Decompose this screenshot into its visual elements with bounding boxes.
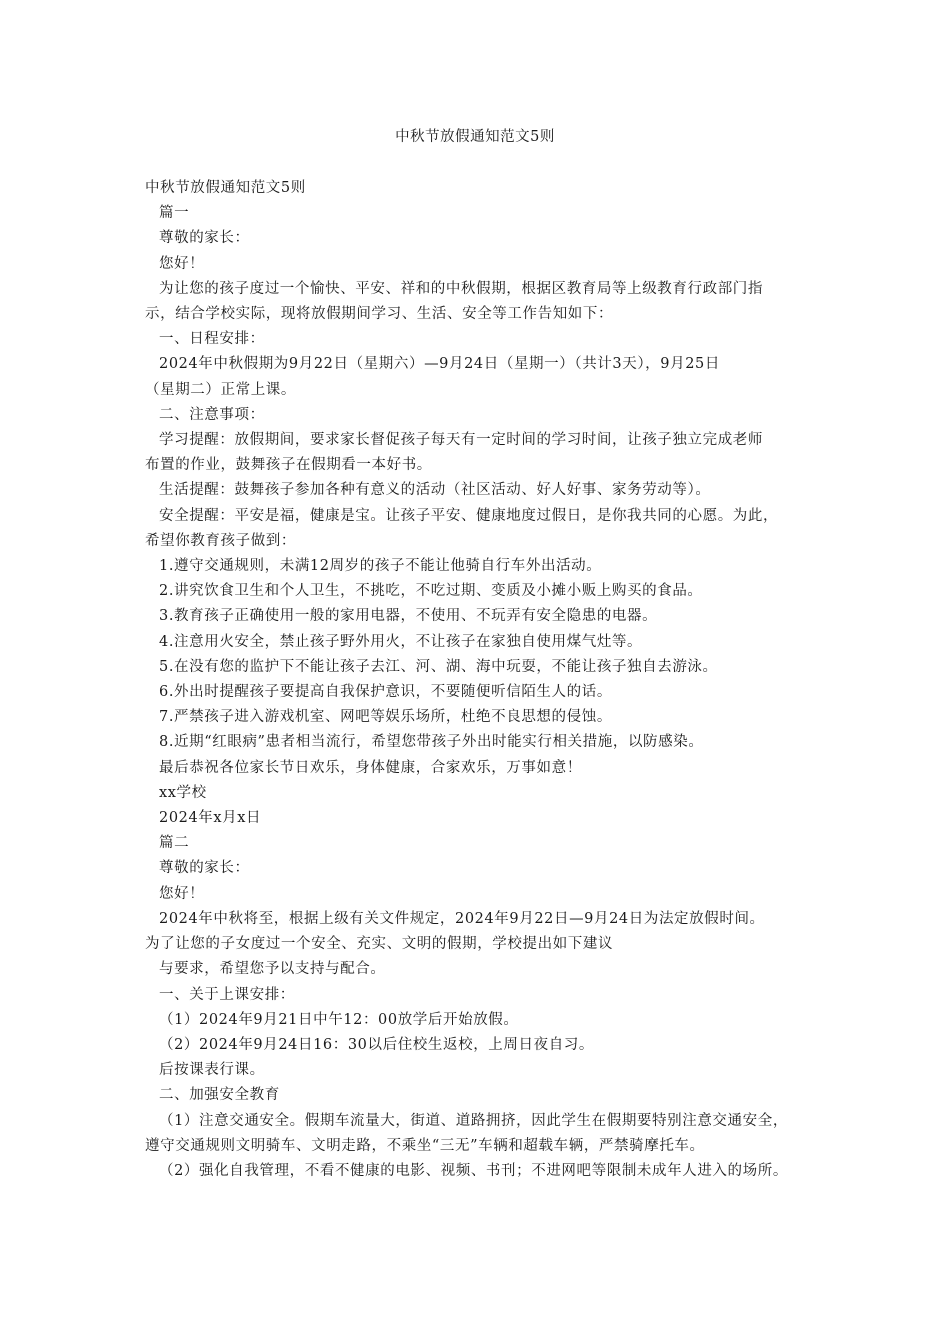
document-line: 8.近期“红眼病”患者相当流行，希望您带孩子外出时能实行相关措施，以防感染。 <box>159 734 704 751</box>
document-line: 后按课表行课。 <box>159 1062 265 1079</box>
document-line: 与要求，希望您予以支持与配合。 <box>159 961 386 978</box>
document-line: 2024年中秋假期为9月22日（星期六）—9月24日（星期一）（共计3天），9月25日 <box>159 356 720 373</box>
document-line: 1.遵守交通规则，未满12周岁的孩子不能让他骑自行车外出活动。 <box>159 558 602 575</box>
document-line: 3.教育孩子正确使用一般的家用电器，不使用、不玩弄有安全隐患的电器。 <box>159 608 658 625</box>
document-line: 一、关于上课安排： <box>159 986 295 1003</box>
document-line: 6.外出时提醒孩子要提高自我保护意识，不要随便听信陌生人的话。 <box>159 684 612 701</box>
document-line: 尊敬的家长： <box>159 230 250 247</box>
document-line: xx学校 <box>159 784 207 801</box>
document-line: 2024年中秋将至，根据上级有关文件规定，2024年9月22日—9月24日为法定放假时间。 <box>159 910 765 927</box>
document-line: （1）2024年9月21日中午12：00放学后开始放假。 <box>159 1011 519 1028</box>
document-line: 5.在没有您的监护下不能让孩子去江、河、湖、海中玩耍，不能让孩子独自去游泳。 <box>159 658 718 675</box>
document-line: 生活提醒：鼓舞孩子参加各种有意义的活动（社区活动、好人好事、家务劳动等）。 <box>159 482 711 499</box>
document-line: 您好！ <box>159 255 205 272</box>
document-line: 二、加强安全教育 <box>159 1087 280 1104</box>
document-line: （星期二）正常上课。 <box>145 381 296 398</box>
document-line: 尊敬的家长： <box>159 860 250 877</box>
document-title: 中秋节放假通知范文5则 <box>395 129 555 145</box>
document-line: 2.讲究饮食卫生和个人卫生，不挑吃，不吃过期、变质及小摊小贩上购买的食品。 <box>159 583 703 600</box>
document-line: （2）强化自我管理，不看不健康的电影、视频、书刊；不进网吧等限制未成年人进入的场所。 <box>159 1162 788 1179</box>
document-line: 遵守交通规则文明骑车、文明走路，不乘坐“三无”车辆和超载车辆，严禁骑摩托车。 <box>145 1137 705 1154</box>
document-line: 示，结合学校实际，现将放假期间学习、生活、安全等工作告知如下： <box>145 306 614 323</box>
document-line: 为了让您的子女度过一个安全、充实、文明的假期，学校提出如下建议 <box>145 936 614 953</box>
document-line: 布置的作业，鼓舞孩子在假期看一本好书。 <box>145 457 432 474</box>
document-line: 为让您的孩子度过一个愉快、平安、祥和的中秋假期，根据区教育局等上级教育行政部门指 <box>159 280 763 297</box>
document-body <box>145 176 815 1184</box>
document-line: （1）注意交通安全。假期车流量大，街道、道路拥挤，因此学生在假期要特别注意交通安全， <box>159 1112 788 1129</box>
document-line: 最后恭祝各位家长节日欢乐，身体健康，合家欢乐，万事如意！ <box>159 759 582 776</box>
document-line: 二、注意事项： <box>159 406 265 423</box>
document-line: 一、日程安排： <box>159 331 265 348</box>
document-line: 7.严禁孩子进入游戏机室、网吧等娱乐场所，杜绝不良思想的侵蚀。 <box>159 709 612 726</box>
document-line: 2024年x月x日 <box>159 810 262 827</box>
document-line: 篇一 <box>159 205 190 222</box>
document-line: 希望你教育孩子做到： <box>145 532 296 549</box>
document-line: 您好！ <box>159 885 205 902</box>
document-line: 4.注意用火安全，禁止孩子野外用火，不让孩子在家独自使用煤气灶等。 <box>159 633 643 650</box>
document-line: 篇二 <box>159 835 190 852</box>
document-line: 中秋节放假通知范文5则 <box>145 180 306 196</box>
document-line: 学习提醒：放假期间，要求家长督促孩子每天有一定时间的学习时间，让孩子独立完成老师 <box>159 432 763 449</box>
document-line: （2）2024年9月24日16：30以后住校生返校，上周日夜自习。 <box>159 1036 595 1053</box>
document-line: 安全提醒：平安是福，健康是宝。让孩子平安、健康地度过假日，是你我共同的心愿。为此， <box>159 507 779 524</box>
